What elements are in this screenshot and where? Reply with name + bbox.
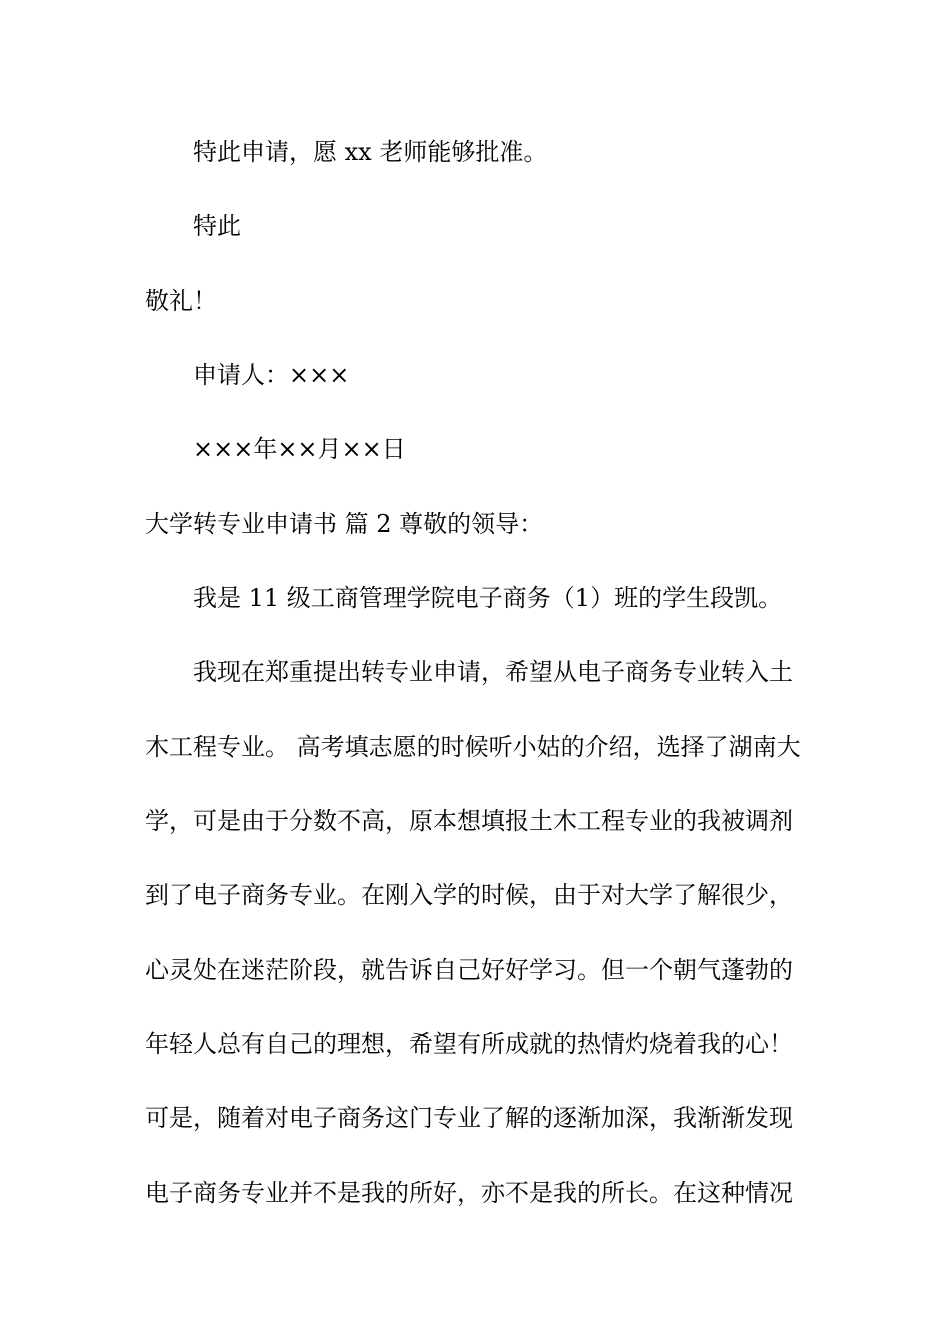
- paragraph-line: 到了电子商务专业。在刚入学的时候，由于对大学了解很少，: [145, 881, 793, 909]
- closing-phrase: 特此: [193, 212, 241, 240]
- paragraph-line: 木工程专业。 高考填志愿的时候听小姑的介绍，选择了湖南大: [145, 733, 801, 761]
- paragraph-line: 可是，随着对电子商务这门专业了解的逐渐加深，我渐渐发现: [145, 1104, 793, 1132]
- paragraph-line: 电子商务专业并不是我的所好，亦不是我的所长。在这种情况: [145, 1179, 793, 1207]
- paragraph-line: 我现在郑重提出转专业申请，希望从电子商务专业转入土: [193, 658, 793, 686]
- date-line: ×××年××月××日: [193, 435, 406, 463]
- applicant-line: 申请人：×××: [193, 361, 350, 389]
- paragraph-line: 年轻人总有自己的理想，希望有所成就的热情灼烧着我的心！: [145, 1030, 793, 1058]
- paragraph-line: 心灵处在迷茫阶段，就告诉自己好好学习。但一个朝气蓬勃的: [145, 956, 793, 984]
- paragraph-line: 学，可是由于分数不高，原本想填报土木工程专业的我被调剂: [145, 807, 793, 835]
- section-heading: 大学转专业申请书 篇 2 尊敬的领导：: [145, 510, 544, 538]
- salutation-line: 敬礼！: [145, 287, 217, 315]
- paragraph-line: 我是 11 级工商管理学院电子商务（1）班的学生段凯。: [193, 584, 783, 612]
- closing-request-line: 特此申请，愿 xx 老师能够批准。: [193, 138, 548, 166]
